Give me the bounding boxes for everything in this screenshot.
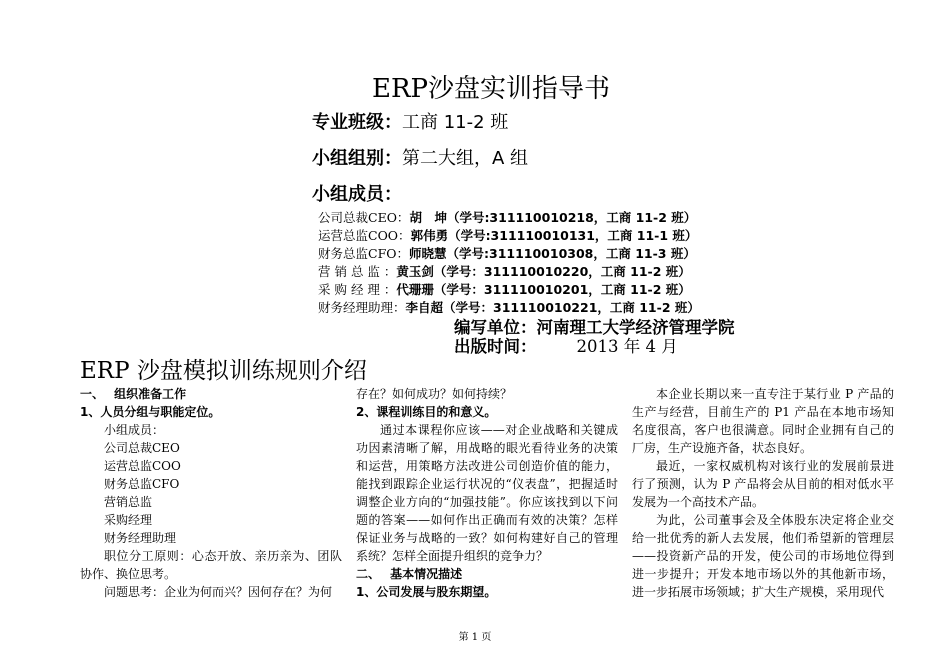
list-item: 财务经理助理 [104, 531, 177, 545]
members-heading: 小组成员： [312, 184, 402, 205]
list-item: 采购经理 [104, 513, 153, 527]
paragraph: 最近，一家权威机构对该行业的发展前景进行了预测，认为 P 产品将会从目前的相对低水平发展为一个高技术产品。 [632, 459, 894, 509]
list-item: 小组成员： [104, 423, 165, 437]
list-item: 财务总监CFO [104, 477, 180, 491]
member-role: 财务总监CFO： [318, 246, 409, 261]
member-role: 财务经理助理： [318, 300, 406, 315]
group-line [312, 144, 528, 170]
paragraph: 为此，公司董事会及全体股东决定将企业交给一批优秀的新人去发展，他们希望新的管理层——投资新产品的开发，使公司的市场地位得到进一步提升；开发本地市场以外的其他新市场，进一步拓展市场领域；扩大生产规模，采用现代 [632, 513, 894, 599]
member-info: 胡 坤（学号:311110010218，工商 11-2 班） [409, 210, 697, 225]
publisher-line: 编写单位：河南理工大学经济管理学院 [454, 318, 735, 337]
paragraph: 本企业长期以来一直专注于某行业 P 产品的生产与经营，目前生产的 P1 产品在本地市场知名度很高，客户也很满意。同时企业拥有自己的厂房，生产设施齐备，状态良好。 [632, 387, 894, 455]
member-role: 运营总监COO： [318, 228, 411, 243]
member-row [318, 262, 691, 280]
list-item: 公司总裁CEO [104, 441, 180, 455]
member-role: 公司总裁CEO： [318, 210, 410, 225]
page-number: 第 1 页 [458, 632, 492, 643]
group-value: 第二大组，A 组 [402, 148, 529, 169]
member-info: 李自超（学号：311110010221，工商 11-2 班） [405, 300, 700, 315]
member-role: 采 购 经 理 ： [318, 282, 397, 297]
member-row [318, 280, 691, 298]
class-line [312, 108, 508, 134]
member-info: 师晓慧（学号:311110010308，工商 11-3 班） [409, 246, 696, 261]
heading-1-1: 1、人员分组与职能定位。 [80, 405, 221, 419]
group-label: 小组组别： [312, 148, 402, 169]
member-row [318, 244, 696, 262]
list-item: 运营总监COO [104, 459, 181, 473]
member-info: 郭伟勇（学号:311110010131，工商 11-1 班） [410, 228, 698, 243]
heading-1-2: 2、课程训练目的和意义。 [356, 405, 497, 419]
document-title: ERP沙盘实训指导书 [372, 74, 611, 104]
heading-2-1: 1、公司发展与股东期望。 [356, 585, 497, 599]
publish-date-line [454, 333, 678, 357]
paragraph: 职位分工原则：心态开放、亲历亲为、团队协作、换位思考。 [80, 549, 342, 581]
section-title: ERP 沙盘模拟训练规则介绍 [80, 358, 367, 384]
paragraph: 存在？如何成功？如何持续？ [356, 387, 513, 401]
paragraph: 通过本课程你应该——对企业战略和关键成功因素清晰了解，用战略的眼光看待业务的决策和运营，用策略方法改进公司创造价值的能力，能找到跟踪企业运行状况的“仪表盘”，把握适时调整企业方向的“加强技能”。你应该找到以下问题的答案——如何作出正确而有效的决策？怎样保证业务与战略的一致？如何构建好自己的管理系统？怎样全面提升组织的竞争力？ [356, 423, 618, 563]
member-info: 代珊珊（学号：311110010201，工商 11-2 班） [396, 282, 691, 297]
text-column-3 [632, 385, 894, 601]
class-label: 专业班级： [312, 112, 402, 133]
class-value: 工商 11-2 班 [402, 112, 509, 133]
member-row [318, 208, 696, 226]
list-item: 营销总监 [104, 495, 153, 509]
heading-1: 一、 组织准备工作 [80, 387, 187, 401]
member-info: 黄玉剑（学号：311110010220，工商 11-2 班） [396, 264, 691, 279]
text-column-1 [80, 385, 342, 601]
member-row [318, 226, 697, 244]
member-role: 营 销 总 监 ： [318, 264, 397, 279]
paragraph: 问题思考：企业为何而兴？因何存在？为何 [104, 585, 333, 599]
date-value: 2013 年 4 月 [576, 337, 678, 356]
heading-2: 二、 基本情况描述 [356, 567, 463, 581]
date-label: 出版时间： [454, 337, 537, 356]
text-column-2 [356, 385, 618, 601]
